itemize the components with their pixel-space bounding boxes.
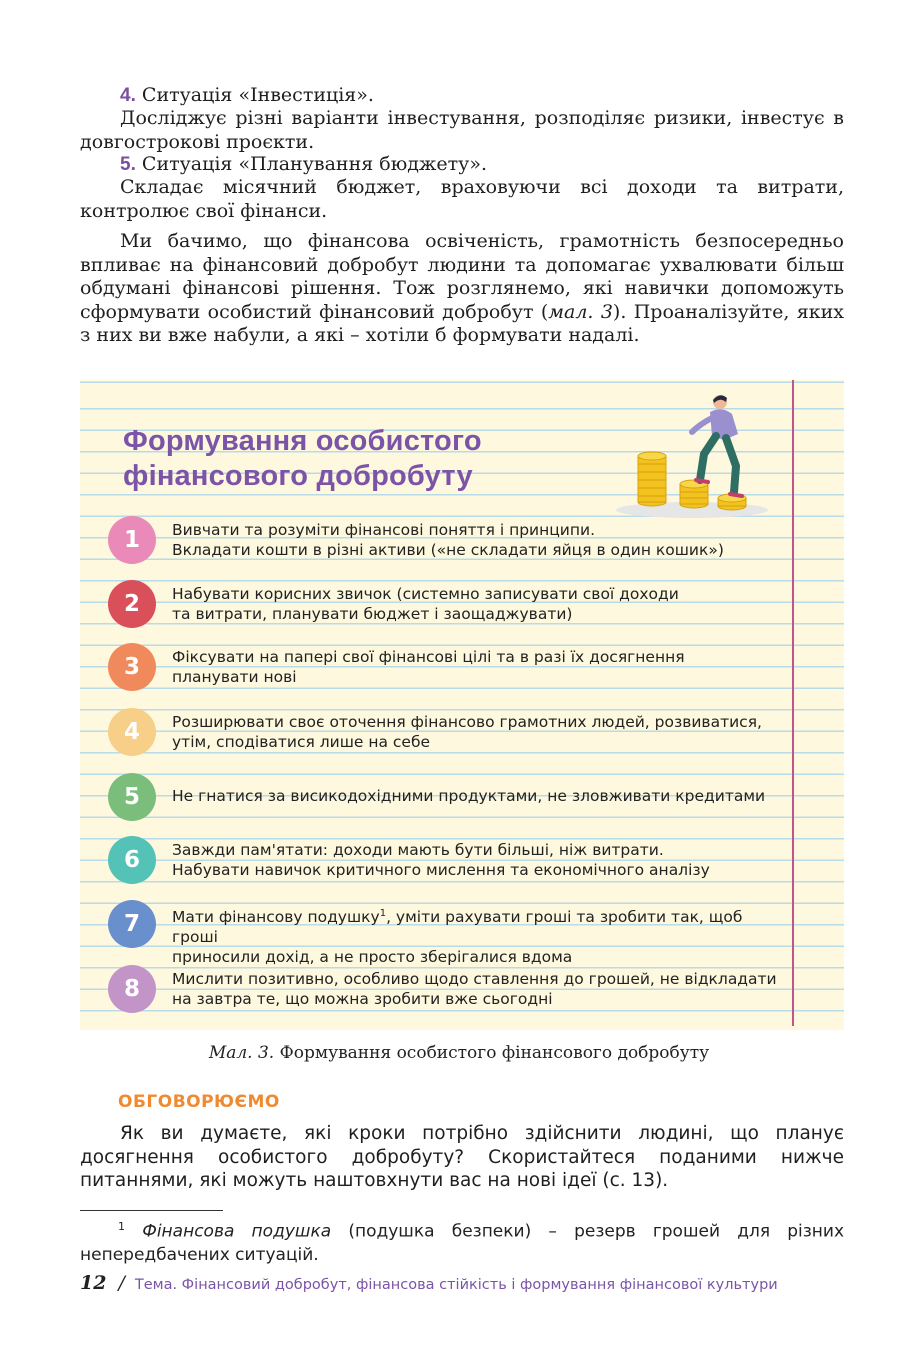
situation-5-title: Ситуація «Планування бюджету». [141, 153, 488, 175]
situation-5-heading [80, 153, 844, 177]
panel-title [123, 424, 543, 494]
item-number-badge: 7 [108, 900, 156, 948]
item-text: Розширювати своє оточення фінансово грамотних людей, розвиватися, утім, сподіватися лише на себе [172, 713, 762, 751]
person-icon [692, 395, 742, 496]
figure-label: Мал. 3. [208, 1043, 275, 1063]
item-number-badge: 1 [108, 516, 156, 564]
situation-5-number: 5. [120, 154, 136, 175]
item-number-badge: 8 [108, 965, 156, 1013]
list-item [108, 708, 808, 758]
figure-caption [0, 1043, 918, 1063]
discuss-text: Як ви думаєте, які кроки потрібно здійснити людині, що планує досягнення особистого добробуту? Скористайтеся поданими нижче питаннями, які можуть наштовхнути вас на нові ідеї (с. 13). [80, 1123, 844, 1191]
footnote [80, 1215, 844, 1267]
item-number-badge: 3 [108, 643, 156, 691]
coin-stack-left-icon [638, 452, 666, 506]
list-item [108, 965, 808, 1015]
coin-stack-middle-icon [680, 480, 708, 508]
item-text-part-a: Мати фінансову подушку [172, 908, 380, 927]
footnote-text: (подушка безпеки) – резерв грошей для різних непередбачених ситуацій. [80, 1221, 845, 1265]
footer-separator: / [118, 1272, 125, 1294]
list-item [108, 643, 808, 693]
list-item [108, 580, 808, 630]
item-number-badge: 5 [108, 773, 156, 821]
item-text [172, 904, 792, 967]
footnote-divider [80, 1210, 223, 1211]
intro-paragraph-part-b: ). Проаналізуйте, яких з них ви вже набули, а які – хотіли б формувати надалі. [80, 300, 844, 346]
item-text-part-b: , уміти рахувати гроші та зробити так, щоб гроші приносили дохід, а не просто зберігалися вдома [172, 908, 743, 967]
footer-topic: Тема. Фінансовий добробут, фінансова стійкість і формування фінансової культури [134, 1277, 778, 1293]
list-item [108, 836, 808, 886]
item-text: Мислити позитивно, особливо щодо ставлення до грошей, не відкладати на завтра те, що можна зробити вже сьогодні [172, 970, 777, 1008]
page-number: 12 [80, 1272, 107, 1294]
situation-4-number: 4. [120, 85, 136, 106]
item-text: Фіксувати на папері свої фінансові цілі та в разі їх досягнення планувати нові [172, 648, 685, 686]
item-text: Не гнатися за висикодохідними продуктами, не зловживати кредитами [172, 787, 766, 805]
discuss-heading: ОБГОВОРЮЄМО [118, 1092, 280, 1112]
situation-4-heading [80, 84, 844, 108]
intro-paragraph-part-a: Ми бачимо, що фінансова освіченість, грамотність безпосередньо впливає на фінансовий добробут людини та допомагає ухвалювати більш обдумані фінансові рішення. Тож розглянемо, які навички допоможуть сформувати особистий фінансовий добробут ( [80, 230, 844, 323]
item-text: Вивчати та розуміти фінансові поняття і принципи. Вкладати кошти в різні активи («не складати яйця в один кошик») [172, 521, 724, 559]
footnote-term: Фінансова подушка [142, 1221, 332, 1242]
situation-5-text: Складає місячний бюджет, враховуючи всі доходи та витрати, контролює свої фінанси. [80, 176, 844, 222]
figure-reference: мал. 3 [548, 300, 613, 323]
situation-4-text: Досліджує різні варіанти інвестування, розподіляє ризики, інвестує в довгострокові проєкти. [80, 107, 844, 153]
list-item [108, 516, 808, 566]
intro-paragraph [80, 230, 844, 348]
footnote-mark: 1 [379, 908, 387, 919]
figure-caption-text: Формування особистого фінансового добробуту [274, 1043, 710, 1063]
footnote-number: 1 [118, 1220, 125, 1233]
page-footer [80, 1272, 778, 1296]
panel-title-line-1: Формування особистого [123, 425, 482, 457]
item-text: Завжди пам'ятати: доходи мають бути більші, ніж витрати. Набувати навичок критичного мислення та економічного аналізу [172, 841, 710, 879]
list-item [108, 900, 808, 967]
list-item [108, 773, 808, 823]
coins-climber-illustration [612, 392, 772, 522]
item-number-badge: 4 [108, 708, 156, 756]
item-number-badge: 6 [108, 836, 156, 884]
item-number-badge: 2 [108, 580, 156, 628]
item-text: Набувати корисних звичок (системно записувати свої доходи та витрати, планувати бюджет і заощаджувати) [172, 585, 679, 623]
panel-title-line-2: фінансового добробуту [123, 460, 473, 492]
situation-4-title: Ситуація «Інвестиція». [141, 84, 374, 106]
